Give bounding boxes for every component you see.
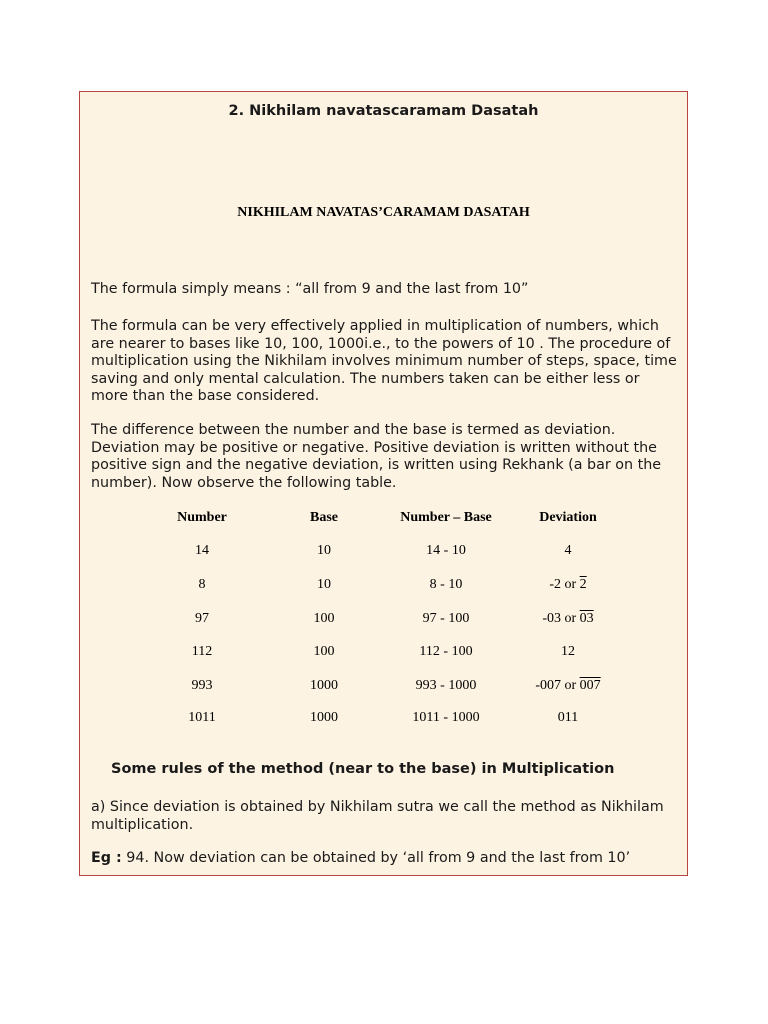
document-card [79, 91, 688, 876]
column-header-difference: Number – Base [400, 510, 492, 525]
table-row [80, 678, 689, 698]
rules-heading: Some rules of the method (near to the base) in Multiplication [111, 761, 615, 777]
deviation-text: 011 [557, 710, 579, 725]
cell-base: 10 [317, 543, 331, 558]
example-paragraph [91, 850, 681, 868]
section-subtitle: NIKHILAM NAVATAS’CARAMAM DASATAH [237, 205, 530, 220]
cell-base: 1000 [310, 678, 338, 693]
table-header-row [80, 510, 689, 530]
cell-deviation [498, 644, 638, 660]
deviation-text: -2 or [549, 577, 580, 592]
table-row [80, 611, 689, 631]
table-row [80, 577, 689, 597]
cell-deviation [498, 678, 638, 694]
cell-number: 993 [191, 678, 213, 693]
cell-difference: 97 - 100 [422, 611, 470, 626]
column-header-deviation: Deviation [539, 510, 597, 525]
deviation-rekhank: 03 [579, 611, 594, 626]
cell-number: 112 [191, 644, 213, 659]
formula-meaning-paragraph: The formula simply means : “all from 9 and the last from 10” [91, 281, 529, 297]
example-label: Eg : [91, 850, 122, 866]
table-row [80, 644, 689, 664]
cell-difference: 8 - 10 [429, 577, 463, 592]
cell-difference: 1011 - 1000 [412, 710, 480, 725]
cell-base: 1000 [310, 710, 338, 725]
column-header-base: Base [310, 510, 338, 525]
cell-difference: 993 - 1000 [415, 678, 477, 693]
cell-deviation [498, 543, 638, 559]
cell-difference: 112 - 100 [419, 644, 473, 659]
cell-number: 8 [198, 577, 206, 592]
rule-a-paragraph: a) Since deviation is obtained by Nikhilam sutra we call the method as Nikhilam multiplication. [91, 799, 664, 833]
deviation-text: -007 or [535, 678, 580, 693]
example-text: 94. Now deviation can be obtained by ‘all from 9 and the last from 10’ [121, 850, 631, 866]
cell-number: 97 [195, 611, 209, 626]
formula-application-paragraph: The formula can be very effectively applied in multiplication of numbers, which are nearer to bases like 10, 100, 1000i.e., to the powers of 10 . The procedure of multiplication using the Nikhilam involves minimum number of steps, space, time saving and only mental calculation. The numbers taken can be either less or more than the base considered. [91, 318, 677, 404]
column-header-number: Number [177, 510, 227, 525]
page-title: 2. Nikhilam navatascaramam Dasatah [228, 103, 539, 119]
cell-difference: 14 - 10 [426, 543, 466, 558]
deviation-text: 4 [564, 543, 572, 558]
deviation-text: -03 or [542, 611, 580, 626]
cell-deviation [498, 577, 638, 593]
deviation-rekhank: 2 [579, 577, 587, 592]
deviation-rekhank: 007 [579, 678, 601, 693]
cell-number: 1011 [188, 710, 216, 725]
table-row [80, 543, 689, 563]
cell-base: 100 [313, 644, 335, 659]
cell-number: 14 [195, 543, 209, 558]
cell-deviation [498, 710, 638, 726]
cell-base: 10 [317, 577, 331, 592]
cell-base: 100 [313, 611, 335, 626]
deviation-text: 12 [561, 644, 575, 659]
deviation-paragraph: The difference between the number and the base is termed as deviation. Deviation may be positive or negative. Positive deviation is written without the positive sign and the negative deviation, is written using Rekhank (a bar on the number). Now observe the following table. [91, 422, 662, 491]
cell-deviation [498, 611, 638, 627]
table-row [80, 710, 689, 730]
